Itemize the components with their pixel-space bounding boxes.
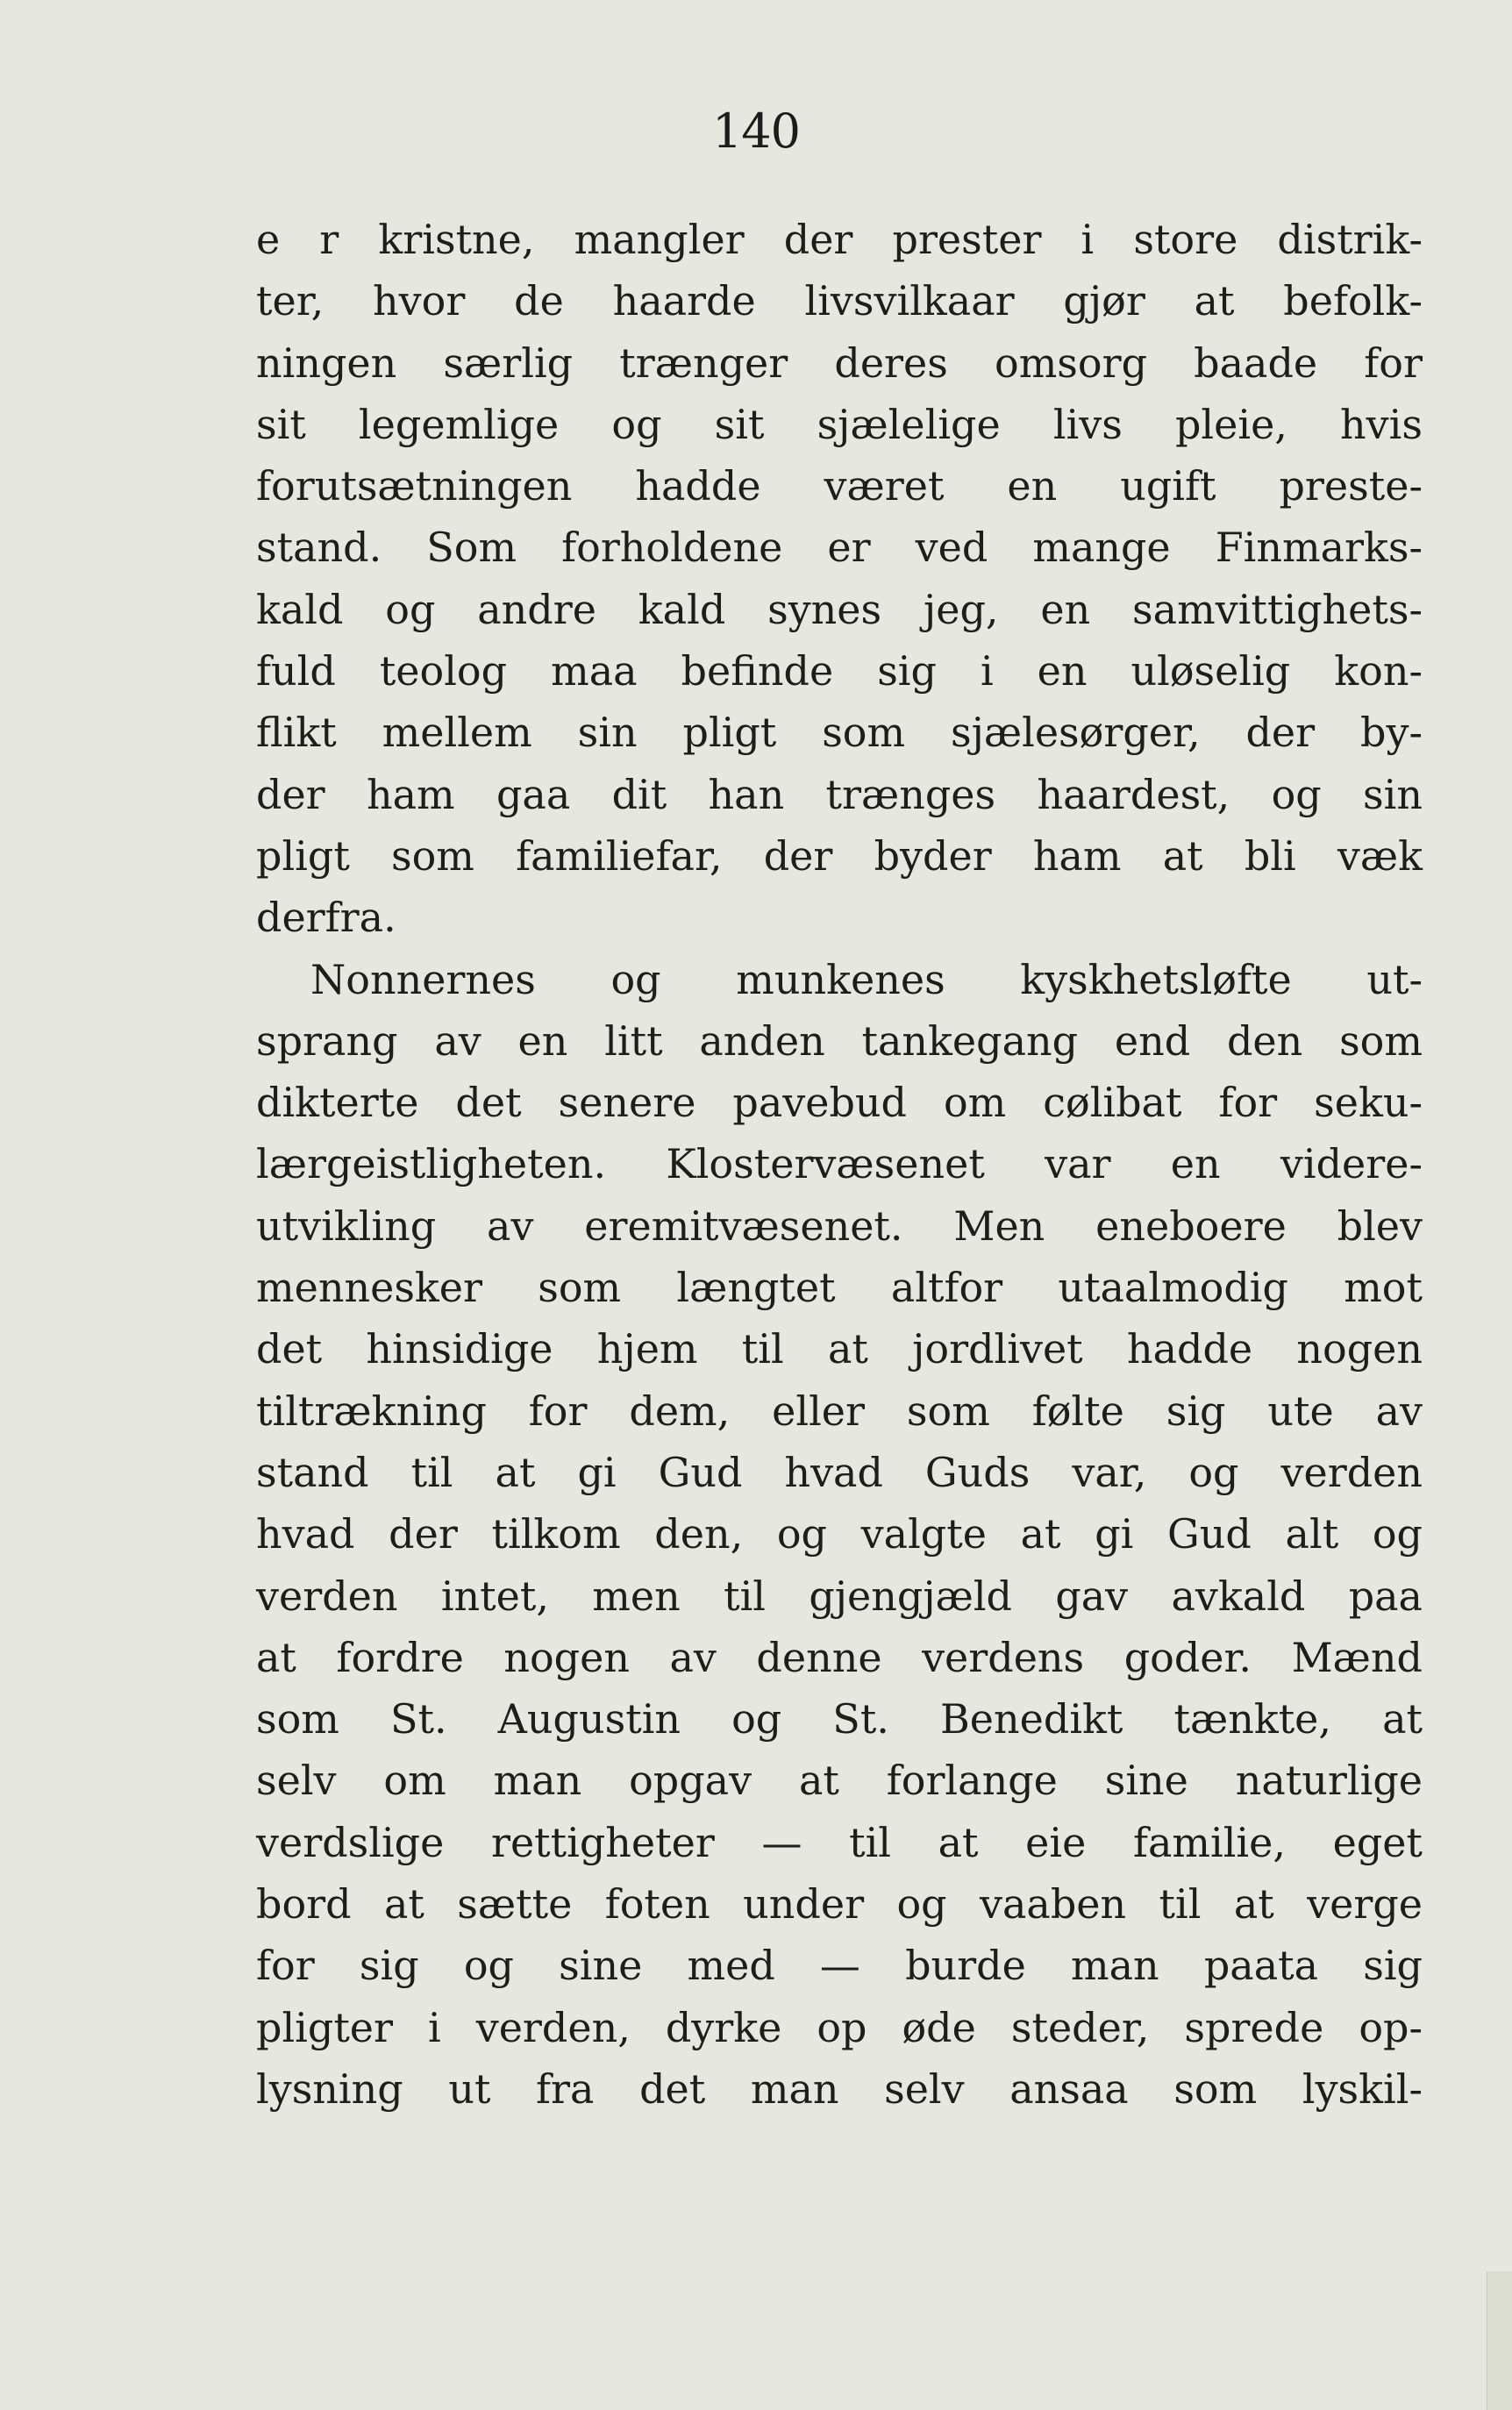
text-line: lysning ut fra det man selv ansaa som lyskil- (256, 2064, 1423, 2113)
text-line: lærgeistligheten. Klostervæsenet var en videre- (256, 1140, 1423, 1188)
text-line: verdslige rettigheter — til at eie familie, eget (256, 1818, 1423, 1866)
text-line: Nonnernes og munkenes kyskhetsløfte ut- (310, 955, 1423, 1003)
text-line: utvikling av eremitvæsenet. Men eneboere blev (256, 1201, 1423, 1250)
text-line: pligt som familiefar, der byder ham at bli væk (256, 831, 1423, 880)
text-line: e r kristne, mangler der prester i store distrik- (256, 216, 1423, 263)
text-line: det hinsidige hjem til at jordlivet hadde nogen (256, 1325, 1423, 1373)
text-line: sit legemlige og sit sjælelige livs pleie, hvis (256, 400, 1423, 448)
text-line: derfra. (256, 894, 396, 942)
text-line: fuld teolog maa befinde sig i en uløselig kon- (256, 647, 1423, 695)
text-line: verden intet, men til gjengjæld gav avkald paa (256, 1572, 1423, 1620)
text-line: selv om man opgav at forlange sine naturlige (256, 1757, 1423, 1805)
text-line: som St. Augustin og St. Benedikt tænkte, at (256, 1695, 1423, 1743)
text-line: ter, hvor de haarde livsvilkaar gjør at befolk- (256, 277, 1423, 325)
text-line: hvad der tilkom den, og valgte at gi Gud alt og (256, 1510, 1423, 1558)
text-line: stand til at gi Gud hvad Guds var, og verden (256, 1448, 1423, 1496)
body-text (256, 209, 1423, 2120)
text-line: at fordre nogen av denne verdens goder. Mænd (256, 1633, 1423, 1681)
page-number: 140 (711, 103, 801, 159)
text-line: pligter i verden, dyrke op øde steder, sprede op- (256, 2003, 1423, 2051)
text-line: flikt mellem sin pligt som sjælesørger, der by- (256, 709, 1423, 757)
text-line: dikterte det senere pavebud om cølibat for seku- (256, 1079, 1423, 1127)
text-line: der ham gaa dit han trænges haardest, og sin (256, 770, 1423, 818)
text-line: mennesker som længtet altfor utaalmodig mot (256, 1264, 1423, 1312)
page-edge-shadow (1487, 2271, 1512, 2410)
text-line: ningen særlig trænger deres omsorg baade for (256, 339, 1423, 387)
text-line: for sig og sine med — burde man paata sig (256, 1942, 1423, 1990)
text-line: kald og andre kald synes jeg, en samvittighets- (256, 585, 1423, 633)
text-line: sprang av en litt anden tankegang end den som (256, 1016, 1423, 1065)
text-line: tiltrækning for dem, eller som følte sig ute av (256, 1387, 1423, 1435)
text-line: forutsætningen hadde været en ugift preste- (256, 462, 1423, 510)
text-line: bord at sætte foten under og vaaben til at verge (256, 1880, 1423, 1929)
paragraph-1 (256, 209, 1423, 949)
paragraph-2 (256, 949, 1423, 2121)
text-line: stand. Som forholdene er ved mange Finmarks- (256, 524, 1423, 572)
